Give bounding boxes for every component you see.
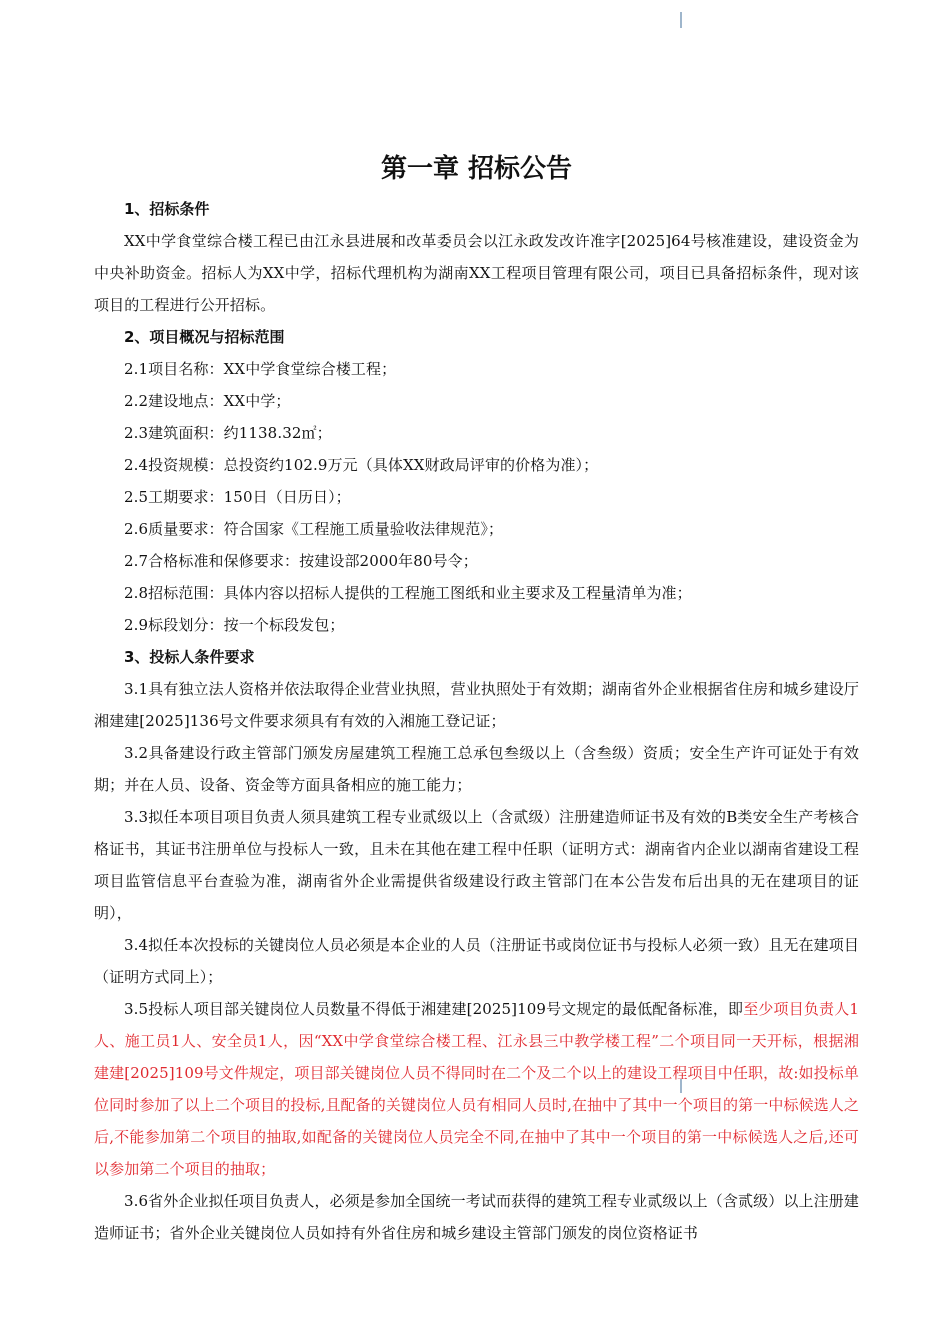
- staffing-highlight-text: 至少项目负责人1人、施工员1人、安全员1人，因“XX中学食堂综合楼工程、江永县三中教学楼工程”二个项目同一天开标，根据湘建建[2025]109号文件规定，项目部关键岗位人员不得同时在二个及二个以上的建设工程项目中任职，故:如投标单位同时参加了以上二个项目的投标,且配备的关键岗位人员有相同人员时,在抽中了其中一个项目的第一中标候选人之后,不能参加第二个项目的抽取,如配备的关键岗位人员完全不同,在抽中了其中一个项目的第一中标候选人之后,还可以参加第二个项目的抽取；: [94, 1000, 859, 1178]
- requirement-paragraph: 3.2具备建设行政主管部门颁发房屋建筑工程施工总承包叁级以上（含叁级）资质；安全生产许可证处于有效期；并在人员、设备、资金等方面具备相应的施工能力；: [94, 744, 859, 794]
- section-heading-project-overview: 2、项目概况与招标范围: [124, 328, 285, 346]
- bidding-conditions-text: XX中学食堂综合楼工程已由江永县进展和改革委员会以江永政发改许准字[2025]64号核准建设，建设资金为中央补助资金。招标人为XX中学，招标代理机构为湖南XX工程项目管理有限公司，项目已具备招标条件，现对该项目的工程进行公开招标。: [94, 232, 859, 314]
- requirement-paragraph: 3.3拟任本项目项目负责人须具建筑工程专业贰级以上（含贰级）注册建造师证书及有效的B类安全生产考核合格证书，其证书注册单位与投标人一致，且未在其他在建工程中任职（证明方式：湖南省内企业以湖南省建设工程项目监管信息平台查验为准，湖南省外企业需提供省级建设行政主管部门在本公告发布后出具的无在建项目的证明），: [94, 808, 859, 922]
- requirement-paragraph: 3.6省外企业拟任项目负责人，必须是参加全国统一考试而获得的建筑工程专业贰级以上（含贰级）以上注册建造师证书；省外企业关键岗位人员如持有外省住房和城乡建设主管部门颁发的岗位资格证书: [94, 1192, 859, 1242]
- project-item: 2.7合格标准和保修要求：按建设部2000年80号令；: [124, 552, 478, 570]
- project-item: 2.3建筑面积：约1138.32㎡；: [124, 424, 332, 442]
- project-item: 2.2建设地点：XX中学；: [124, 392, 291, 410]
- section-heading-bidding-conditions: 1、招标条件: [124, 200, 210, 218]
- section-heading-bidder-requirements: 3、投标人条件要求: [124, 648, 255, 666]
- requirement-paragraph-staffing: [94, 993, 859, 1185]
- project-item: 2.8招标范围：具体内容以招标人提供的工程施工图纸和业主要求及工程量清单为准；: [124, 584, 692, 602]
- chapter-title: 第一章 招标公告: [380, 154, 573, 184]
- project-item: 2.4投资规模：总投资约102.9万元（具体XX财政局评审的价格为准）；: [124, 456, 599, 474]
- project-item: 2.5工期要求：150日（日历日）；: [124, 488, 351, 506]
- requirement-paragraph: 3.4拟任本次投标的关键岗位人员必须是本企业的人员（注册证书或岗位证书与投标人必须一致）且无在建项目（证明方式同上）；: [94, 936, 859, 986]
- staffing-text: 3.5投标人项目部关键岗位人员数量不得低于湘建建[2025]109号文规定的最低配备标准，即: [124, 1000, 744, 1018]
- document-page: [94, 145, 859, 1249]
- scan-mark: [680, 12, 682, 28]
- project-item: 2.9标段划分：按一个标段发包；: [124, 616, 345, 634]
- project-item: 2.6质量要求：符合国家《工程施工质量验收法律规范》；: [124, 520, 504, 538]
- requirement-paragraph: 3.1具有独立法人资格并依法取得企业营业执照，营业执照处于有效期；湖南省外企业根据省住房和城乡建设厅湘建建[2025]136号文件要求须具有有效的入湘施工登记证；: [94, 680, 859, 730]
- project-item: 2.1项目名称：XX中学食堂综合楼工程；: [124, 360, 397, 378]
